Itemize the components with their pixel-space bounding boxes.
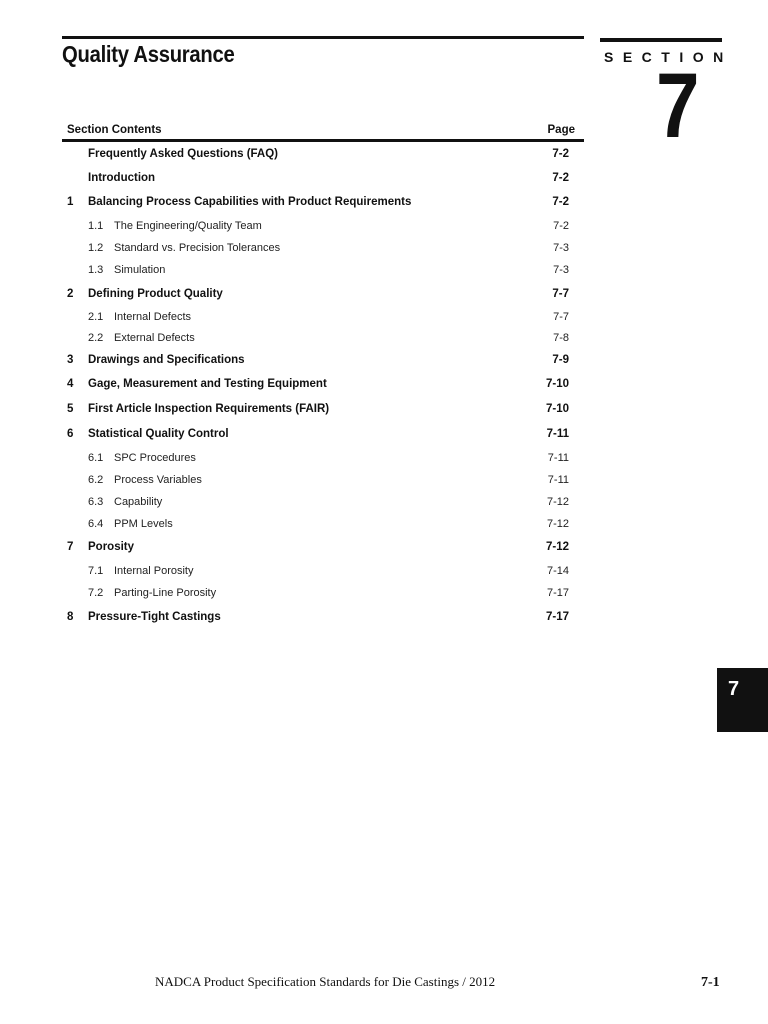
toc-subentry-number: 6.4 [88, 518, 104, 530]
section-rule [600, 38, 722, 42]
toc-subentry-number: 6.1 [88, 452, 104, 464]
section-number: 7 [656, 55, 700, 157]
toc-entry[interactable] [67, 611, 569, 627]
toc-entry-page: 7-12 [545, 541, 569, 553]
toc-subentry-title: Capability [114, 496, 163, 508]
toc-entry-number: 4 [67, 378, 74, 390]
toc-subentry [88, 242, 280, 254]
toc-subentry [88, 220, 262, 232]
toc-entry[interactable] [67, 518, 569, 534]
toc-entry[interactable] [67, 403, 569, 419]
toc-entry[interactable] [67, 428, 569, 444]
toc-entry-page: 7-2 [552, 148, 569, 160]
toc-entry[interactable] [67, 452, 569, 468]
toc-entry[interactable] [67, 148, 569, 164]
toc-subentry-number: 7.2 [88, 587, 104, 599]
toc-entry-number: 8 [67, 611, 74, 623]
toc-entry-title: Pressure-Tight Castings [88, 611, 221, 623]
toc-entry[interactable] [67, 264, 569, 280]
toc-entry-title: Introduction [88, 172, 156, 184]
toc-entry-page: 7-8 [553, 332, 569, 344]
toc-header-page: Page [547, 124, 575, 136]
toc-entry-page: 7-2 [552, 196, 569, 208]
toc-header-rule [62, 139, 584, 142]
toc-header [67, 124, 575, 138]
toc-entry[interactable] [67, 354, 569, 370]
footer-publication: NADCA Product Specification Standards for Die Castings / 2012 [155, 974, 496, 989]
toc-subentry-title: Internal Defects [114, 311, 192, 323]
toc-subentry-number: 1.2 [88, 242, 104, 254]
toc-subentry [88, 565, 193, 577]
toc-subentry-title: Simulation [114, 264, 166, 276]
toc-subentry [88, 264, 165, 276]
toc-entry-page: 7-17 [546, 587, 569, 599]
toc-entry-page: 7-10 [545, 378, 569, 390]
toc-subentry [88, 587, 216, 599]
toc-entry-page: 7-12 [546, 518, 569, 530]
footer-page-number: 7-1 [701, 975, 720, 990]
toc-entry[interactable] [67, 541, 569, 557]
toc-header-contents: Section Contents [67, 124, 162, 136]
title-rule [62, 36, 584, 39]
toc-entry[interactable] [67, 172, 569, 188]
toc-entry[interactable] [67, 242, 569, 258]
toc-entry-title: Porosity [88, 541, 135, 553]
toc-entry[interactable] [67, 288, 569, 304]
toc-entry[interactable] [67, 565, 569, 581]
toc-entry-page: 7-2 [553, 220, 569, 232]
toc-entry-title: Defining Product Quality [88, 288, 223, 300]
toc-entry-page: 7-9 [552, 354, 569, 366]
toc-subentry-title: Parting-Line Porosity [114, 587, 217, 599]
toc-subentry-title: The Engineering/Quality Team [114, 220, 262, 232]
toc-entry-number: 3 [67, 354, 74, 366]
toc-subentry [88, 496, 162, 508]
toc-subentry-number: 1.3 [88, 264, 104, 276]
page-title: Quality Assurance [62, 41, 235, 67]
toc-subentry-title: External Defects [114, 332, 195, 344]
toc-subentry [88, 311, 191, 323]
toc-subentry-title: Internal Porosity [114, 565, 194, 577]
toc-entry-page: 7-7 [552, 288, 569, 300]
toc-subentry-title: Process Variables [114, 474, 202, 486]
toc-subentry [88, 518, 173, 530]
toc-entry-page: 7-11 [546, 428, 569, 440]
toc-entry-page: 7-7 [553, 311, 569, 323]
toc-entry-number: 1 [67, 196, 74, 208]
toc-entry[interactable] [67, 311, 569, 327]
toc-entry-page: 7-3 [553, 264, 569, 276]
toc-subentry-title: PPM Levels [114, 518, 173, 530]
toc-entry-page: 7-3 [553, 242, 569, 254]
toc-entry-number: 7 [67, 541, 74, 553]
toc-subentry [88, 332, 195, 344]
toc-entry[interactable] [67, 587, 569, 603]
toc-entry-page: 7-10 [545, 403, 569, 415]
toc-subentry-number: 7.1 [88, 565, 104, 577]
toc-entry[interactable] [67, 474, 569, 490]
toc-entry[interactable] [67, 332, 569, 348]
toc-entry-page: 7-17 [545, 611, 569, 623]
toc-subentry-title: SPC Procedures [114, 452, 196, 464]
toc-subentry [88, 474, 202, 486]
toc-subentry-number: 6.2 [88, 474, 104, 486]
toc-entry-page: 7-11 [547, 474, 569, 486]
toc-subentry [88, 452, 196, 464]
toc-entry[interactable] [67, 378, 569, 394]
toc-entry-title: Drawings and Specifications [88, 354, 245, 366]
toc-entry-title: Statistical Quality Control [88, 428, 229, 440]
toc-subentry-number: 6.3 [88, 496, 104, 508]
toc-subentry-number: 2.1 [88, 311, 104, 323]
toc-entry-page: 7-11 [547, 452, 569, 464]
section-tab[interactable] [717, 668, 768, 732]
toc-entry[interactable] [67, 196, 569, 212]
toc-entry-page: 7-12 [546, 496, 569, 508]
toc-entry-page: 7-2 [552, 172, 569, 184]
toc-entry[interactable] [67, 496, 569, 512]
toc-entry-title: Gage, Measurement and Testing Equipment [88, 378, 327, 390]
toc-entry-number: 2 [67, 288, 74, 300]
toc-subentry-title: Standard vs. Precision Tolerances [114, 242, 281, 254]
toc-entry-number: 5 [67, 403, 74, 415]
section-label: SECTION [604, 49, 733, 65]
toc-entry-number: 6 [67, 428, 74, 440]
section-tab-label: 7 [728, 678, 740, 700]
toc-subentry-number: 2.2 [88, 332, 104, 344]
toc-entry-title: Balancing Process Capabilities with Product Requirements [88, 196, 412, 208]
toc-entry-title: First Article Inspection Requirements (FAIR) [88, 403, 330, 415]
toc-entry-title: Frequently Asked Questions (FAQ) [88, 148, 278, 160]
toc-subentry-number: 1.1 [88, 220, 104, 232]
toc-entry-page: 7-14 [546, 565, 569, 577]
toc-entry[interactable] [67, 220, 569, 236]
